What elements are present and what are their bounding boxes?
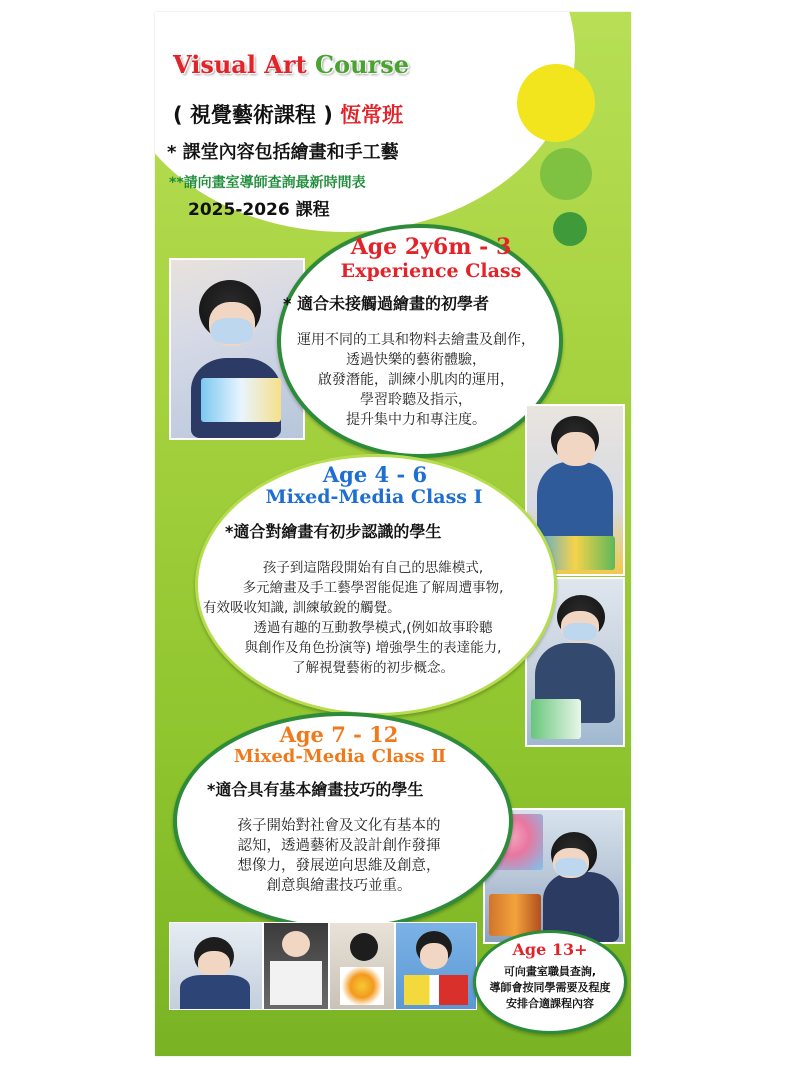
photo-strip-2 <box>263 922 329 1010</box>
green-dot-medium <box>540 148 592 200</box>
mixed-media-1-desc-line: 有效吸收知識, 訓練敏銳的觸覺。 <box>203 600 401 616</box>
mixed-media-1-target: *適合對繪畫有初步認識的學生 <box>225 522 442 541</box>
experience-desc-line: 啟發潛能，訓練小肌肉的運用， <box>318 372 514 388</box>
photo-painting-paper <box>489 894 541 936</box>
photo-strip-1 <box>169 922 263 1010</box>
photo-kid-body <box>180 975 250 1010</box>
mixed-media-2-age: Age 7 - 12 <box>279 722 399 747</box>
photo-strip-3 <box>329 922 395 1010</box>
photo-flower-drawing <box>340 967 384 1005</box>
photo-kid-mask <box>211 318 253 344</box>
photo-kid-face <box>557 432 595 466</box>
regular-class-tag: 恆常班 <box>340 103 404 127</box>
photo-kid-mask <box>555 858 587 876</box>
photo-fruit-drawing <box>404 975 468 1005</box>
photo-kid-face <box>198 951 230 977</box>
teen-desc-line: 導師會按同學需要及程度 <box>489 981 611 994</box>
experience-desc-line: 提升集中力和專注度。 <box>346 412 486 428</box>
experience-description <box>283 330 549 430</box>
photo-kid-body <box>537 462 613 546</box>
title-visual-art: Visual Art <box>173 50 316 79</box>
mixed-media-1-desc-line: 與創作及角色扮演等) 增強學生的表達能力, <box>244 640 502 656</box>
chinese-title-text: ( 視覺藝術課程 ) <box>173 103 341 127</box>
teen-age: Age 13+ <box>512 940 588 959</box>
mixed-media-1-desc-line: 孩子到這階段開始有自己的思維模式, <box>262 560 484 576</box>
photo-strip-4 <box>395 922 477 1010</box>
green-dot-small <box>553 212 587 246</box>
mixed-media-2-desc-line: 創意與繪畫技巧並重。 <box>266 878 412 894</box>
experience-age: Age 2y6m - 3 <box>350 234 512 260</box>
course-year: 2025-2026 課程 <box>188 200 330 220</box>
experience-desc-line: 學習聆聽及指示， <box>360 392 472 408</box>
mixed-media-1-age: Age 4 - 6 <box>322 462 428 487</box>
mixed-media-2-class-name: Mixed-Media Class Ⅱ <box>233 746 447 767</box>
photo-painting-paper <box>531 699 581 739</box>
teen-description <box>477 964 623 1012</box>
photo-kid-mask <box>563 623 597 641</box>
mixed-media-2-desc-line: 想像力，發展逆向思維及創意， <box>237 858 441 874</box>
mixed-media-1-desc-line: 透過有趣的互動教學模式,(例如故事聆聽 <box>253 620 493 636</box>
experience-class-name: Experience Class <box>340 260 522 282</box>
mixed-media-1-desc-line: 了解視覺藝術的初步概念。 <box>292 660 454 676</box>
content-note: * 課堂內容包括繪畫和手工藝 <box>167 142 399 163</box>
experience-desc-line: 透過快樂的藝術體驗， <box>346 352 486 368</box>
mixed-media-1-class-name: Mixed-Media Class Ⅰ <box>265 486 483 508</box>
mixed-media-2-desc-line: 認知，透過藝術及設計創作發揮 <box>237 838 441 854</box>
experience-desc-line: 運用不同的工具和物料去繪畫及創作， <box>297 332 535 348</box>
photo-kid-face <box>420 943 448 969</box>
mixed-media-1-description <box>203 558 543 678</box>
photo-painting-paper <box>201 378 281 422</box>
experience-target: * 適合未接觸過繪畫的初學者 <box>283 294 489 313</box>
yellow-dot-large <box>517 64 595 142</box>
course-title <box>173 50 409 79</box>
mixed-media-2-description <box>195 816 483 896</box>
teen-desc-line: 可向畫室職員查詢, <box>503 965 597 978</box>
title-course: Course <box>315 50 409 79</box>
mixed-media-2-desc-line: 孩子開始對社會及文化有基本的 <box>237 818 441 834</box>
mixed-media-1-desc-line: 多元繪畫及手工藝學習能促進了解周遭事物, <box>242 580 504 596</box>
chinese-title <box>173 99 403 129</box>
photo-horse-drawing <box>270 961 322 1005</box>
teen-desc-line: 安排合適課程內容 <box>506 997 594 1010</box>
course-flyer <box>155 12 631 1056</box>
photo-kid-hair <box>350 933 378 961</box>
mixed-media-2-target: *適合具有基本繪畫技巧的學生 <box>207 780 424 799</box>
schedule-note: **請向畫室導師查詢最新時間表 <box>169 175 366 191</box>
photo-kid-face <box>282 931 310 957</box>
